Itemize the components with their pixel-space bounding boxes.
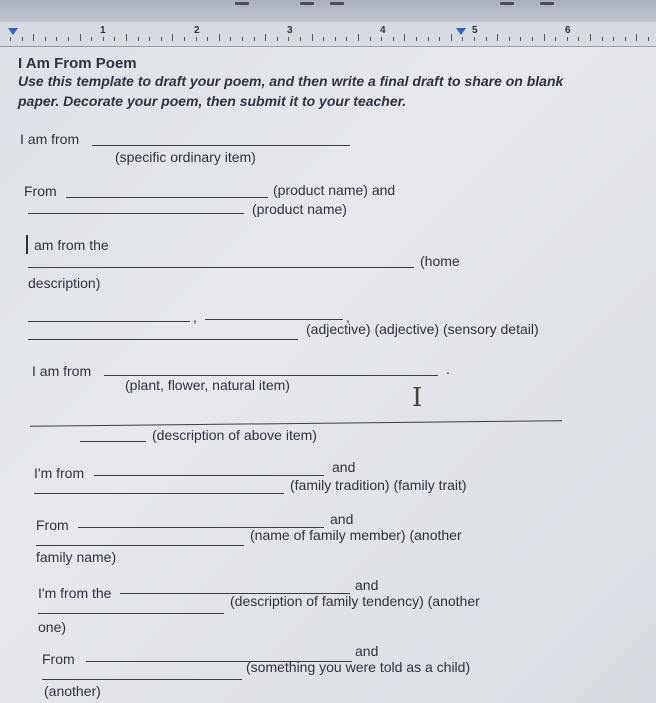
blank-line[interactable]	[36, 545, 244, 546]
ruler-tick	[520, 37, 521, 41]
ruler-tick	[335, 37, 336, 41]
ruler-number: 6	[565, 25, 571, 36]
left-indent-marker-icon[interactable]	[8, 28, 18, 35]
ruler-tick	[22, 37, 23, 41]
ruler-tick	[416, 37, 417, 41]
ruler-tick	[230, 37, 231, 41]
ruler-tick	[10, 37, 11, 41]
ruler-tick	[80, 34, 81, 41]
ruler-tick	[33, 34, 34, 41]
text-cursor	[26, 235, 28, 254]
ruler-tick	[277, 37, 278, 41]
line-text: I am from	[32, 363, 92, 379]
ruler-tick	[462, 37, 463, 41]
line-text: family name)	[36, 549, 117, 565]
ruler[interactable]	[0, 22, 656, 47]
and-text: and	[330, 511, 354, 527]
blank-line[interactable]	[205, 319, 343, 320]
ruler-tick	[184, 37, 185, 41]
ruler-tick	[404, 34, 405, 41]
ruler-tick	[126, 34, 127, 41]
ruler-tick	[56, 37, 57, 41]
ruler-tick	[300, 37, 301, 41]
line-hint: (description of above item)	[152, 427, 317, 443]
blank-line[interactable]	[42, 679, 242, 680]
ruler-tick	[532, 37, 533, 41]
ruler-tick	[544, 34, 545, 41]
ruler-tick	[196, 37, 197, 41]
ruler-tick	[358, 34, 359, 41]
line-hint: (name of family member) (another	[250, 527, 462, 543]
line-text: From	[36, 517, 69, 533]
toolbar-icon[interactable]	[540, 2, 554, 5]
line-text: I am from	[20, 131, 80, 147]
and-text: and	[355, 643, 379, 659]
blank-line[interactable]	[66, 197, 268, 198]
toolbar-icon[interactable]	[235, 2, 249, 5]
blank-line[interactable]	[28, 339, 298, 340]
instructions-line-1: Use this template to draft your poem, and then write a final draft to share on blank	[18, 73, 564, 89]
blank-line[interactable]	[80, 441, 146, 442]
line-hint: (description of family tendency) (another	[230, 593, 480, 609]
comma: ,	[346, 309, 350, 325]
blank-line[interactable]	[34, 493, 284, 494]
line-text: From	[42, 651, 75, 667]
ruler-tick	[370, 37, 371, 41]
ruler-tick	[590, 34, 591, 41]
ruler-number: 1	[100, 25, 106, 36]
line-hint: (product name)	[252, 201, 347, 217]
blank-line[interactable]	[28, 213, 244, 214]
line-text: description)	[28, 275, 101, 291]
ruler-tick	[648, 37, 649, 41]
line-hint: (product name) and	[273, 182, 396, 198]
ruler-tick	[555, 37, 556, 41]
line-hint: (specific ordinary item)	[115, 149, 256, 165]
ruler-tick	[428, 37, 429, 41]
ruler-tick	[381, 37, 382, 41]
line-hint: (family tradition) (family trait)	[290, 477, 467, 493]
line-text: am from the	[34, 237, 109, 253]
ruler-tick	[288, 37, 289, 41]
line-text: I'm from	[34, 465, 85, 481]
ruler-tick	[219, 34, 220, 41]
line-text: one)	[38, 619, 67, 635]
toolbar-icon[interactable]	[500, 2, 514, 5]
ruler-tick	[114, 37, 115, 41]
blank-line[interactable]	[28, 267, 414, 268]
right-indent-marker-icon[interactable]	[456, 28, 466, 35]
blank-line[interactable]	[30, 420, 562, 427]
ruler-number: 3	[287, 25, 293, 36]
line-hint: (home	[420, 253, 460, 269]
ruler-number: 4	[380, 25, 386, 36]
line-text: From	[24, 183, 57, 199]
blank-line[interactable]	[94, 475, 324, 476]
ruler-tick	[91, 37, 92, 41]
ruler-tick	[625, 37, 626, 41]
document-page[interactable]	[0, 47, 656, 703]
line-text: (another)	[44, 683, 101, 699]
blank-line[interactable]	[92, 145, 350, 146]
toolbar-strip	[0, 0, 656, 22]
ruler-number: 2	[194, 25, 200, 36]
ruler-tick	[265, 34, 266, 41]
ruler-tick	[254, 37, 255, 41]
ruler-tick	[138, 37, 139, 41]
and-text: and	[332, 459, 356, 475]
ruler-tick	[207, 37, 208, 41]
line-hint: (adjective) (adjective) (sensory detail)	[306, 321, 539, 337]
ruler-tick	[509, 37, 510, 41]
blank-line[interactable]	[28, 321, 190, 322]
ruler-tick	[312, 34, 313, 41]
ruler-tick	[242, 37, 243, 41]
line-hint: (plant, flower, natural item)	[125, 377, 290, 393]
ruler-tick	[486, 37, 487, 41]
ruler-tick	[451, 34, 452, 41]
ruler-tick	[497, 34, 498, 41]
toolbar-icon[interactable]	[300, 2, 314, 5]
ruler-tick	[161, 37, 162, 41]
poem-title: I Am From Poem	[18, 55, 137, 72]
ruler-tick	[474, 37, 475, 41]
ruler-tick	[68, 37, 69, 41]
ruler-tick	[393, 37, 394, 41]
line-text: I'm from the	[38, 585, 112, 601]
period: .	[446, 361, 450, 377]
ruler-tick	[45, 37, 46, 41]
ruler-tick	[172, 34, 173, 41]
ruler-number: 5	[472, 25, 478, 36]
comma: ,	[193, 309, 197, 325]
ruler-tick	[346, 37, 347, 41]
ruler-tick	[323, 37, 324, 41]
blank-line[interactable]	[104, 375, 438, 376]
instructions-line-2: paper. Decorate your poem, then submit it to your teacher.	[18, 93, 407, 109]
ruler-tick	[602, 37, 603, 41]
ruler-tick	[578, 37, 579, 41]
ruler-tick	[613, 37, 614, 41]
blank-line[interactable]	[38, 613, 224, 614]
ruler-tick	[149, 37, 150, 41]
ruler-tick	[103, 37, 104, 41]
ruler-tick	[439, 37, 440, 41]
mouse-ibeam-cursor-icon: I	[412, 383, 423, 413]
and-text: and	[355, 577, 379, 593]
line-hint: (something you were told as a child)	[246, 659, 471, 675]
ruler-tick	[636, 34, 637, 41]
ruler-tick	[567, 37, 568, 41]
toolbar-icon[interactable]	[330, 2, 344, 5]
